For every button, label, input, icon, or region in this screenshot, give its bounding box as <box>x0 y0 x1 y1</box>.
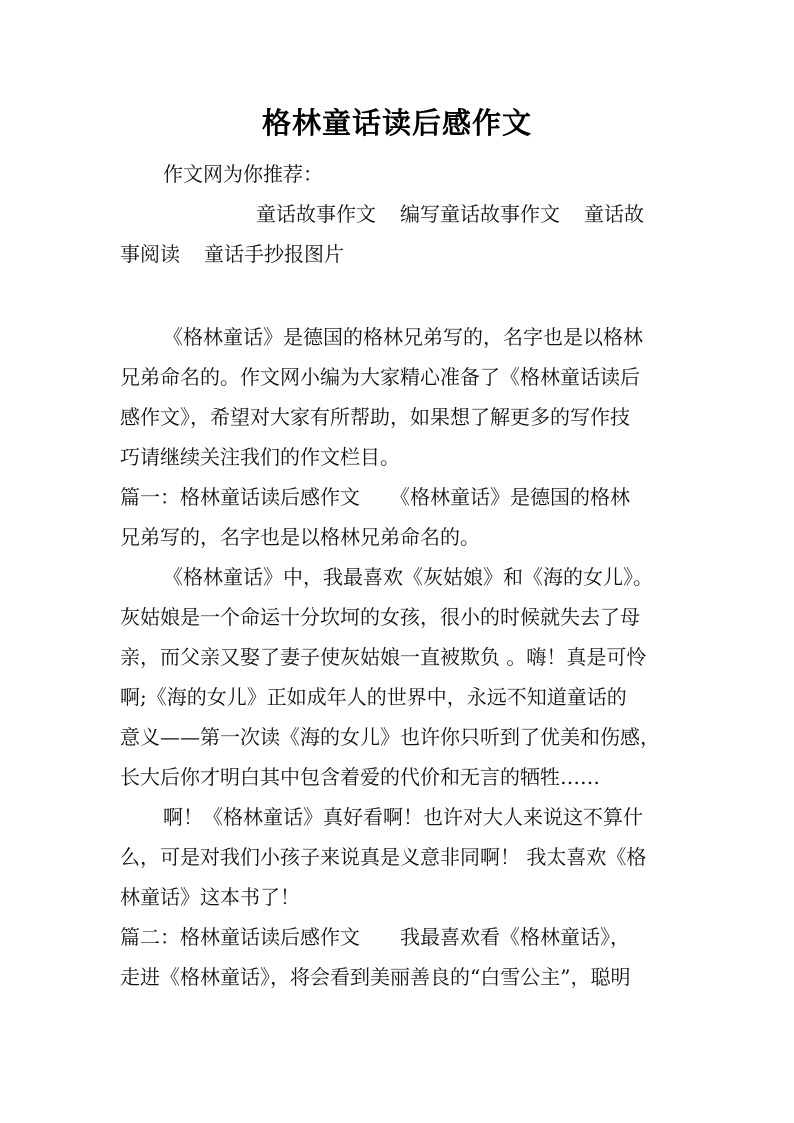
conclusion-paragraph-line-2: 么，可是对我们小孩子来说真是义意非同啊！ 我太喜欢《格 <box>120 845 647 869</box>
intro-paragraph-line-2: 兄弟命名的。作文网小编为大家精心准备了《格林童话读后 <box>120 365 640 389</box>
link-write-fairy-tale-essay[interactable]: 编写童话故事作文 <box>400 202 560 226</box>
intro-paragraph-line-3: 感作文》，希望对大家有所帮助，如果想了解更多的写作技 <box>120 405 630 429</box>
recommend-links-row-2 <box>120 240 344 268</box>
section-one-line-2: 兄弟写的，名字也是以格林兄弟命名的。 <box>120 525 480 549</box>
story-paragraph-line-2: 灰姑娘是一个命运十分坎坷的女孩，很小的时候就失去了母 <box>120 605 640 629</box>
story-paragraph-line-5: 意义——第一次读《海的女儿》也许你只听到了优美和伤感， <box>120 725 660 749</box>
intro-paragraph-line-1: 《格林童话》是德国的格林兄弟写的，名字也是以格林 <box>163 325 643 349</box>
section-one-heading-line: 篇一：格林童话读后感作文 《格林童话》是德国的格林 <box>120 485 630 509</box>
story-paragraph-line-6: 长大后你才明白其中包含着爱的代价和无言的牺牲…… <box>120 765 600 789</box>
document-title: 格林童话读后感作文 <box>261 106 532 140</box>
recommend-label: 作文网为你推荐： <box>163 162 323 186</box>
link-fairy-tale-essay[interactable]: 童话故事作文 <box>256 202 376 226</box>
section-two-line-2: 走进《格林童话》，将会看到美丽善良的“白雪公主”，聪明 <box>120 965 631 989</box>
section-two-heading-line: 篇二：格林童话读后感作文 我最喜欢看《格林童话》， <box>120 925 630 949</box>
conclusion-paragraph-line-1: 啊！《格林童话》真好看啊！也许对大人来说这不算什 <box>163 805 643 829</box>
story-paragraph-line-1: 《格林童话》中，我最喜欢《灰姑娘》和《海的女儿》。 <box>163 565 653 589</box>
intro-paragraph-line-4: 巧请继续关注我们的作文栏目。 <box>120 445 400 469</box>
link-fairy-tale-poster-images[interactable]: 童话手抄报图片 <box>204 242 344 266</box>
conclusion-paragraph-line-3: 林童话》这本书了！ <box>120 885 300 909</box>
story-paragraph-line-4: 啊;《海的女儿》正如成年人的世界中，永远不知道童话的 <box>120 685 627 709</box>
link-fairy-tale-reading-part-1[interactable]: 童话故 <box>584 202 644 226</box>
recommend-links-row-1 <box>256 200 644 228</box>
story-paragraph-line-3: 亲，而父亲又娶了妻子使灰姑娘一直被欺负 。嗨！真是可怜 <box>120 645 647 669</box>
link-fairy-tale-reading-part-2[interactable]: 事阅读 <box>120 242 180 266</box>
